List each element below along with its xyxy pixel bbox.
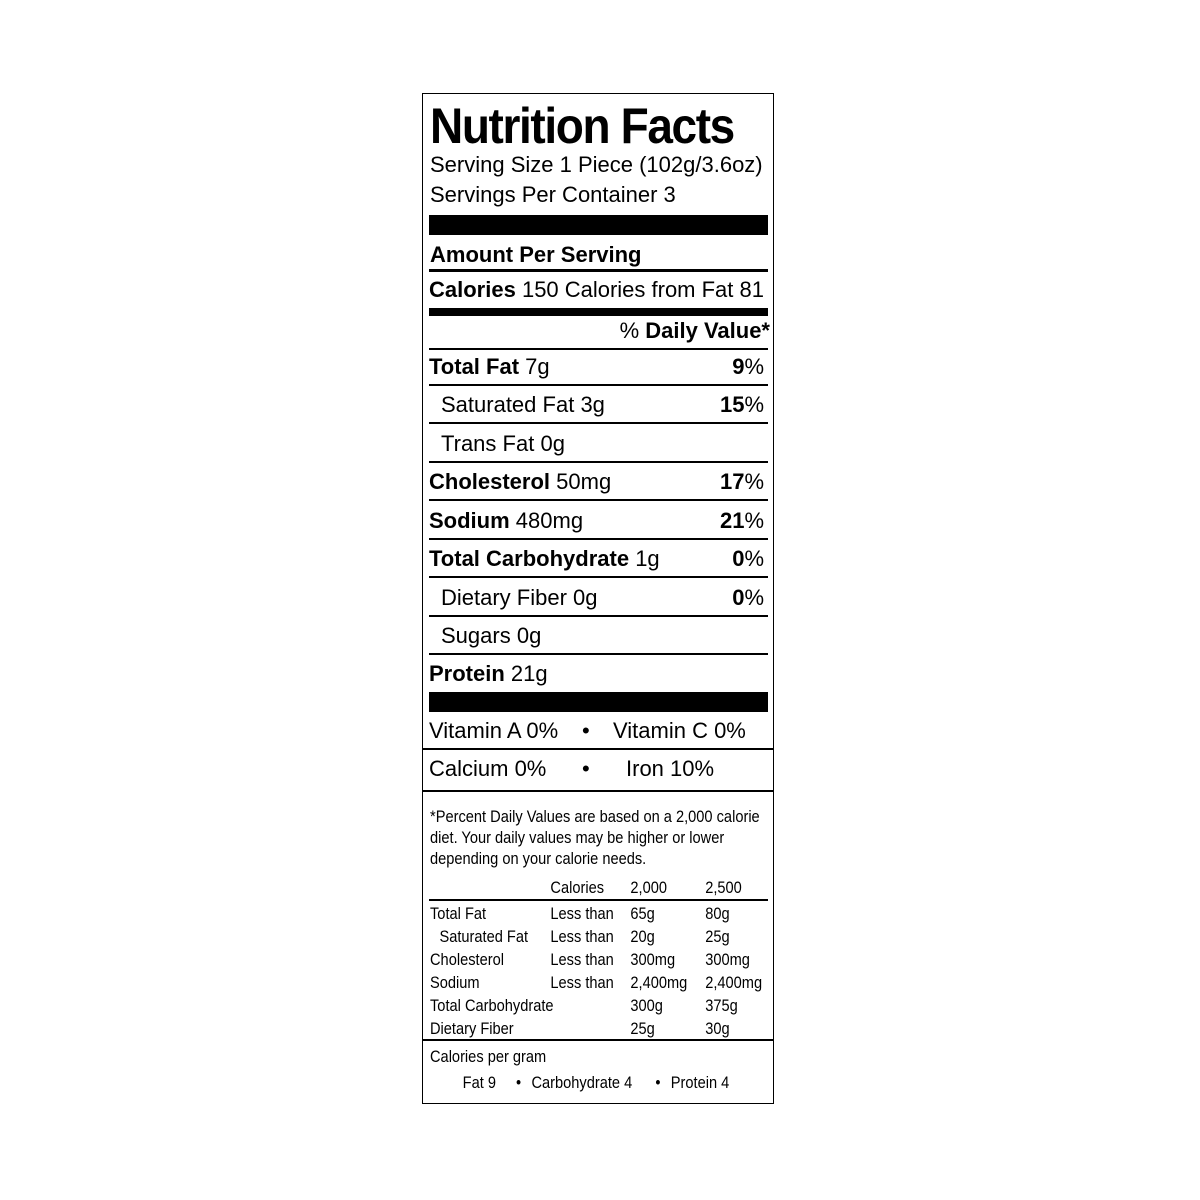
bullet-separator: • bbox=[582, 718, 590, 743]
nutrient-row bbox=[429, 579, 768, 617]
divider bbox=[429, 576, 768, 578]
nutrient-amount: 50mg bbox=[556, 469, 612, 494]
daily-value-header bbox=[429, 312, 768, 350]
servings-per-container: Servings Per Container 3 bbox=[430, 182, 676, 207]
nutrient-daily-value-percent: % bbox=[744, 354, 764, 379]
nutrient-name: Sugars bbox=[441, 623, 511, 648]
dv-label: Daily Value* bbox=[645, 318, 770, 343]
table-cell: 300mg bbox=[630, 950, 676, 969]
table-cell: Cholesterol bbox=[430, 950, 504, 969]
serving-size: Serving Size 1 Piece (102g/3.6oz) bbox=[430, 152, 763, 177]
label-title: Nutrition Facts bbox=[430, 98, 734, 154]
table-cell: Less than bbox=[550, 950, 614, 969]
nutrient-row bbox=[429, 540, 768, 578]
nutrient-row bbox=[429, 425, 768, 463]
bullet-separator: • bbox=[516, 1073, 522, 1092]
table-cell: 20g bbox=[630, 927, 655, 946]
table-cell: Total Fat bbox=[430, 904, 487, 923]
nutrient-name: Trans Fat bbox=[441, 431, 535, 456]
table-cell: 65g bbox=[630, 904, 655, 923]
table-cell: Less than bbox=[550, 973, 614, 992]
amount-per-serving: Amount Per Serving bbox=[430, 242, 642, 267]
cpg-fat: Fat 9 bbox=[462, 1073, 497, 1092]
calories-label: Calories bbox=[429, 277, 516, 302]
nutrient-name: Sodium bbox=[429, 508, 510, 533]
nutrient-daily-value: 0 bbox=[732, 585, 745, 610]
divider bbox=[423, 748, 773, 750]
nutrient-daily-value-percent: % bbox=[744, 546, 764, 571]
nutrition-facts-label bbox=[422, 93, 774, 1104]
table-cell: Less than bbox=[550, 927, 614, 946]
table-cell: 2,400mg bbox=[705, 973, 763, 992]
table-cell: Dietary Fiber bbox=[430, 1019, 514, 1038]
footnote: *Percent Daily Values are based on a 2,000 calorie diet. Your daily values may be higher or lower depending on your calorie needs. bbox=[430, 807, 760, 868]
divider bbox=[429, 899, 768, 901]
table-cell: 25g bbox=[630, 1019, 655, 1038]
nutrient-row bbox=[429, 655, 768, 693]
nutrient-name: Saturated Fat bbox=[441, 392, 575, 417]
table-header-calories: Calories bbox=[550, 878, 605, 897]
table-cell: 300g bbox=[630, 996, 663, 1015]
nutrient-name: Total Fat bbox=[429, 354, 520, 379]
bullet-separator: • bbox=[655, 1073, 661, 1092]
table-cell: Less than bbox=[550, 904, 614, 923]
nutrient-amount: 21g bbox=[510, 661, 548, 686]
calories-per-gram: Calories per gram bbox=[430, 1047, 547, 1066]
table-cell: 2,400mg bbox=[630, 973, 688, 992]
nutrient-row bbox=[429, 348, 768, 386]
nutrient-row bbox=[429, 463, 768, 501]
nutrient-row bbox=[429, 617, 768, 655]
nutrient-row bbox=[429, 502, 768, 540]
dv-prefix: % bbox=[619, 318, 640, 343]
nutrient-amount: 0g bbox=[540, 431, 565, 456]
thick-divider bbox=[429, 692, 768, 712]
nutrient-daily-value-percent: % bbox=[744, 392, 764, 417]
nutrient-amount: 1g bbox=[635, 546, 660, 571]
thick-divider bbox=[429, 215, 768, 235]
nutrient-daily-value-percent: % bbox=[744, 469, 764, 494]
iron: Iron 10% bbox=[626, 756, 715, 781]
divider bbox=[423, 1039, 773, 1041]
table-cell: Sodium bbox=[430, 973, 480, 992]
table-header-2000: 2,000 bbox=[630, 878, 667, 897]
nutrient-row bbox=[429, 386, 768, 424]
calories-value: 150 bbox=[521, 277, 559, 302]
calories-from-fat: Calories from Fat 81 bbox=[564, 277, 764, 302]
vitamin-c: Vitamin C 0% bbox=[613, 718, 746, 743]
table-cell: Total Carbohydrate bbox=[430, 996, 554, 1015]
nutrient-amount: 0g bbox=[573, 585, 598, 610]
table-cell: 30g bbox=[705, 1019, 730, 1038]
calcium: Calcium 0% bbox=[429, 756, 547, 781]
divider bbox=[429, 499, 768, 501]
vitamin-a: Vitamin A 0% bbox=[429, 718, 559, 743]
nutrient-name: Cholesterol bbox=[429, 469, 551, 494]
nutrient-daily-value: 21 bbox=[719, 508, 745, 533]
nutrient-name: Total Carbohydrate bbox=[429, 546, 630, 571]
table-cell: 375g bbox=[705, 996, 738, 1015]
nutrient-daily-value: 9 bbox=[732, 354, 745, 379]
table-cell: 25g bbox=[705, 927, 730, 946]
nutrient-daily-value-percent: % bbox=[744, 585, 764, 610]
nutrient-daily-value-percent: % bbox=[744, 508, 764, 533]
table-cell: 300mg bbox=[705, 950, 750, 969]
table-header-2500: 2,500 bbox=[705, 878, 742, 897]
divider bbox=[423, 790, 773, 792]
nutrient-daily-value: 15 bbox=[719, 392, 745, 417]
nutrient-amount: 480mg bbox=[515, 508, 584, 533]
cpg-protein: Protein 4 bbox=[670, 1073, 730, 1092]
nutrient-name: Dietary Fiber bbox=[441, 585, 567, 610]
nutrient-daily-value: 17 bbox=[719, 469, 745, 494]
table-cell: Saturated Fat bbox=[439, 927, 529, 946]
nutrient-amount: 7g bbox=[525, 354, 550, 379]
nutrient-daily-value: 0 bbox=[732, 546, 745, 571]
divider bbox=[429, 422, 768, 424]
table-cell: 80g bbox=[705, 904, 730, 923]
calories-row bbox=[429, 271, 768, 309]
cpg-carbohydrate: Carbohydrate 4 bbox=[531, 1073, 633, 1092]
bullet-separator: • bbox=[582, 756, 590, 781]
nutrient-name: Protein bbox=[429, 661, 505, 686]
nutrient-amount: 0g bbox=[516, 623, 542, 648]
nutrient-amount: 3g bbox=[580, 392, 605, 417]
